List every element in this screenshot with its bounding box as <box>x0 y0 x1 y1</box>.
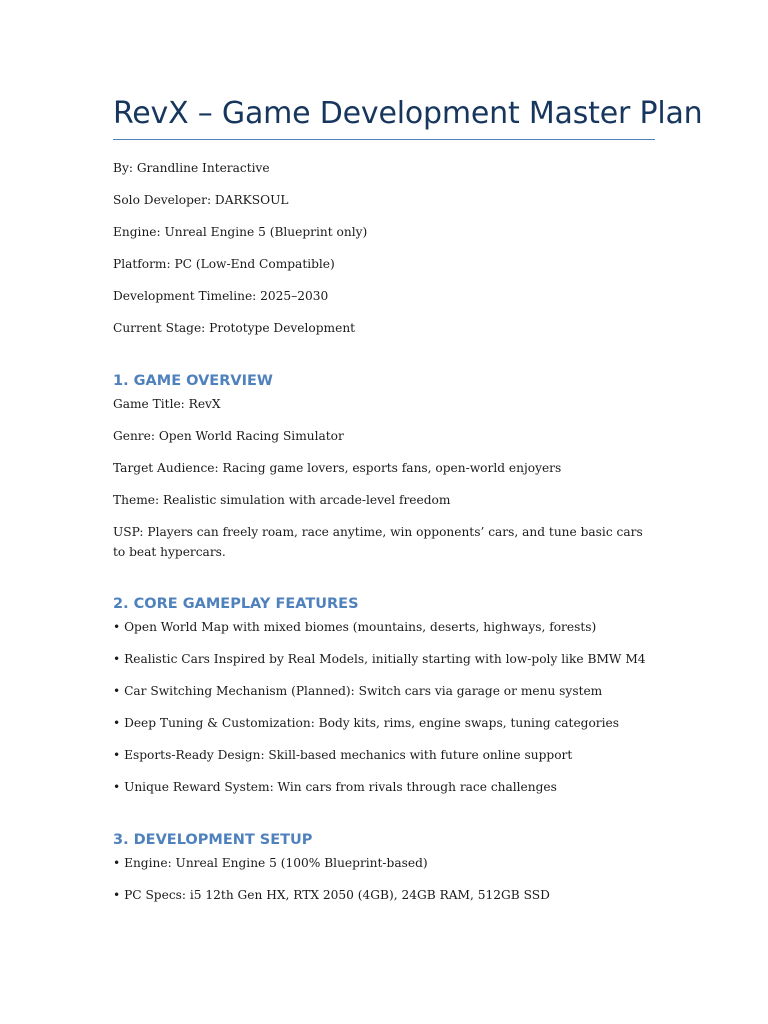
overview-usp: USP: Players can freely roam, race anytime, win opponents’ cars, and tune basic cars to beat hypercars. <box>113 525 643 559</box>
section-heading-setup: 3. DEVELOPMENT SETUP <box>113 832 313 848</box>
section-heading-features: 2. CORE GAMEPLAY FEATURES <box>113 596 359 612</box>
setup-item: • PC Specs: i5 12th Gen HX, RTX 2050 (4GB), 24GB RAM, 512GB SSD <box>113 888 550 902</box>
meta-developer: Solo Developer: DARKSOUL <box>113 193 289 207</box>
document-title: RevX – Game Development Master Plan <box>113 96 703 131</box>
meta-engine: Engine: Unreal Engine 5 (Blueprint only) <box>113 225 368 239</box>
feature-item: • Open World Map with mixed biomes (mountains, deserts, highways, forests) <box>113 620 597 634</box>
feature-item: • Car Switching Mechanism (Planned): Switch cars via garage or menu system <box>113 684 603 698</box>
meta-stage: Current Stage: Prototype Development <box>113 321 356 335</box>
overview-genre: Genre: Open World Racing Simulator <box>113 429 344 443</box>
feature-item: • Deep Tuning & Customization: Body kits, rims, engine swaps, tuning categories <box>113 716 620 730</box>
overview-audience: Target Audience: Racing game lovers, esports fans, open-world enjoyers <box>113 461 562 475</box>
setup-item: • Engine: Unreal Engine 5 (100% Blueprint-based) <box>113 856 428 870</box>
overview-theme: Theme: Realistic simulation with arcade-level freedom <box>113 493 451 507</box>
meta-company: By: Grandline Interactive <box>113 161 270 175</box>
feature-item: • Realistic Cars Inspired by Real Models, initially starting with low-poly like BMW M4 <box>113 652 646 666</box>
section-heading-overview: 1. GAME OVERVIEW <box>113 373 273 389</box>
feature-item: • Esports-Ready Design: Skill-based mechanics with future online support <box>113 748 573 762</box>
meta-platform: Platform: PC (Low-End Compatible) <box>113 257 335 271</box>
meta-timeline: Development Timeline: 2025–2030 <box>113 289 329 303</box>
feature-item: • Unique Reward System: Win cars from rivals through race challenges <box>113 780 557 794</box>
title-underline <box>113 139 655 140</box>
overview-title: Game Title: RevX <box>113 397 221 411</box>
